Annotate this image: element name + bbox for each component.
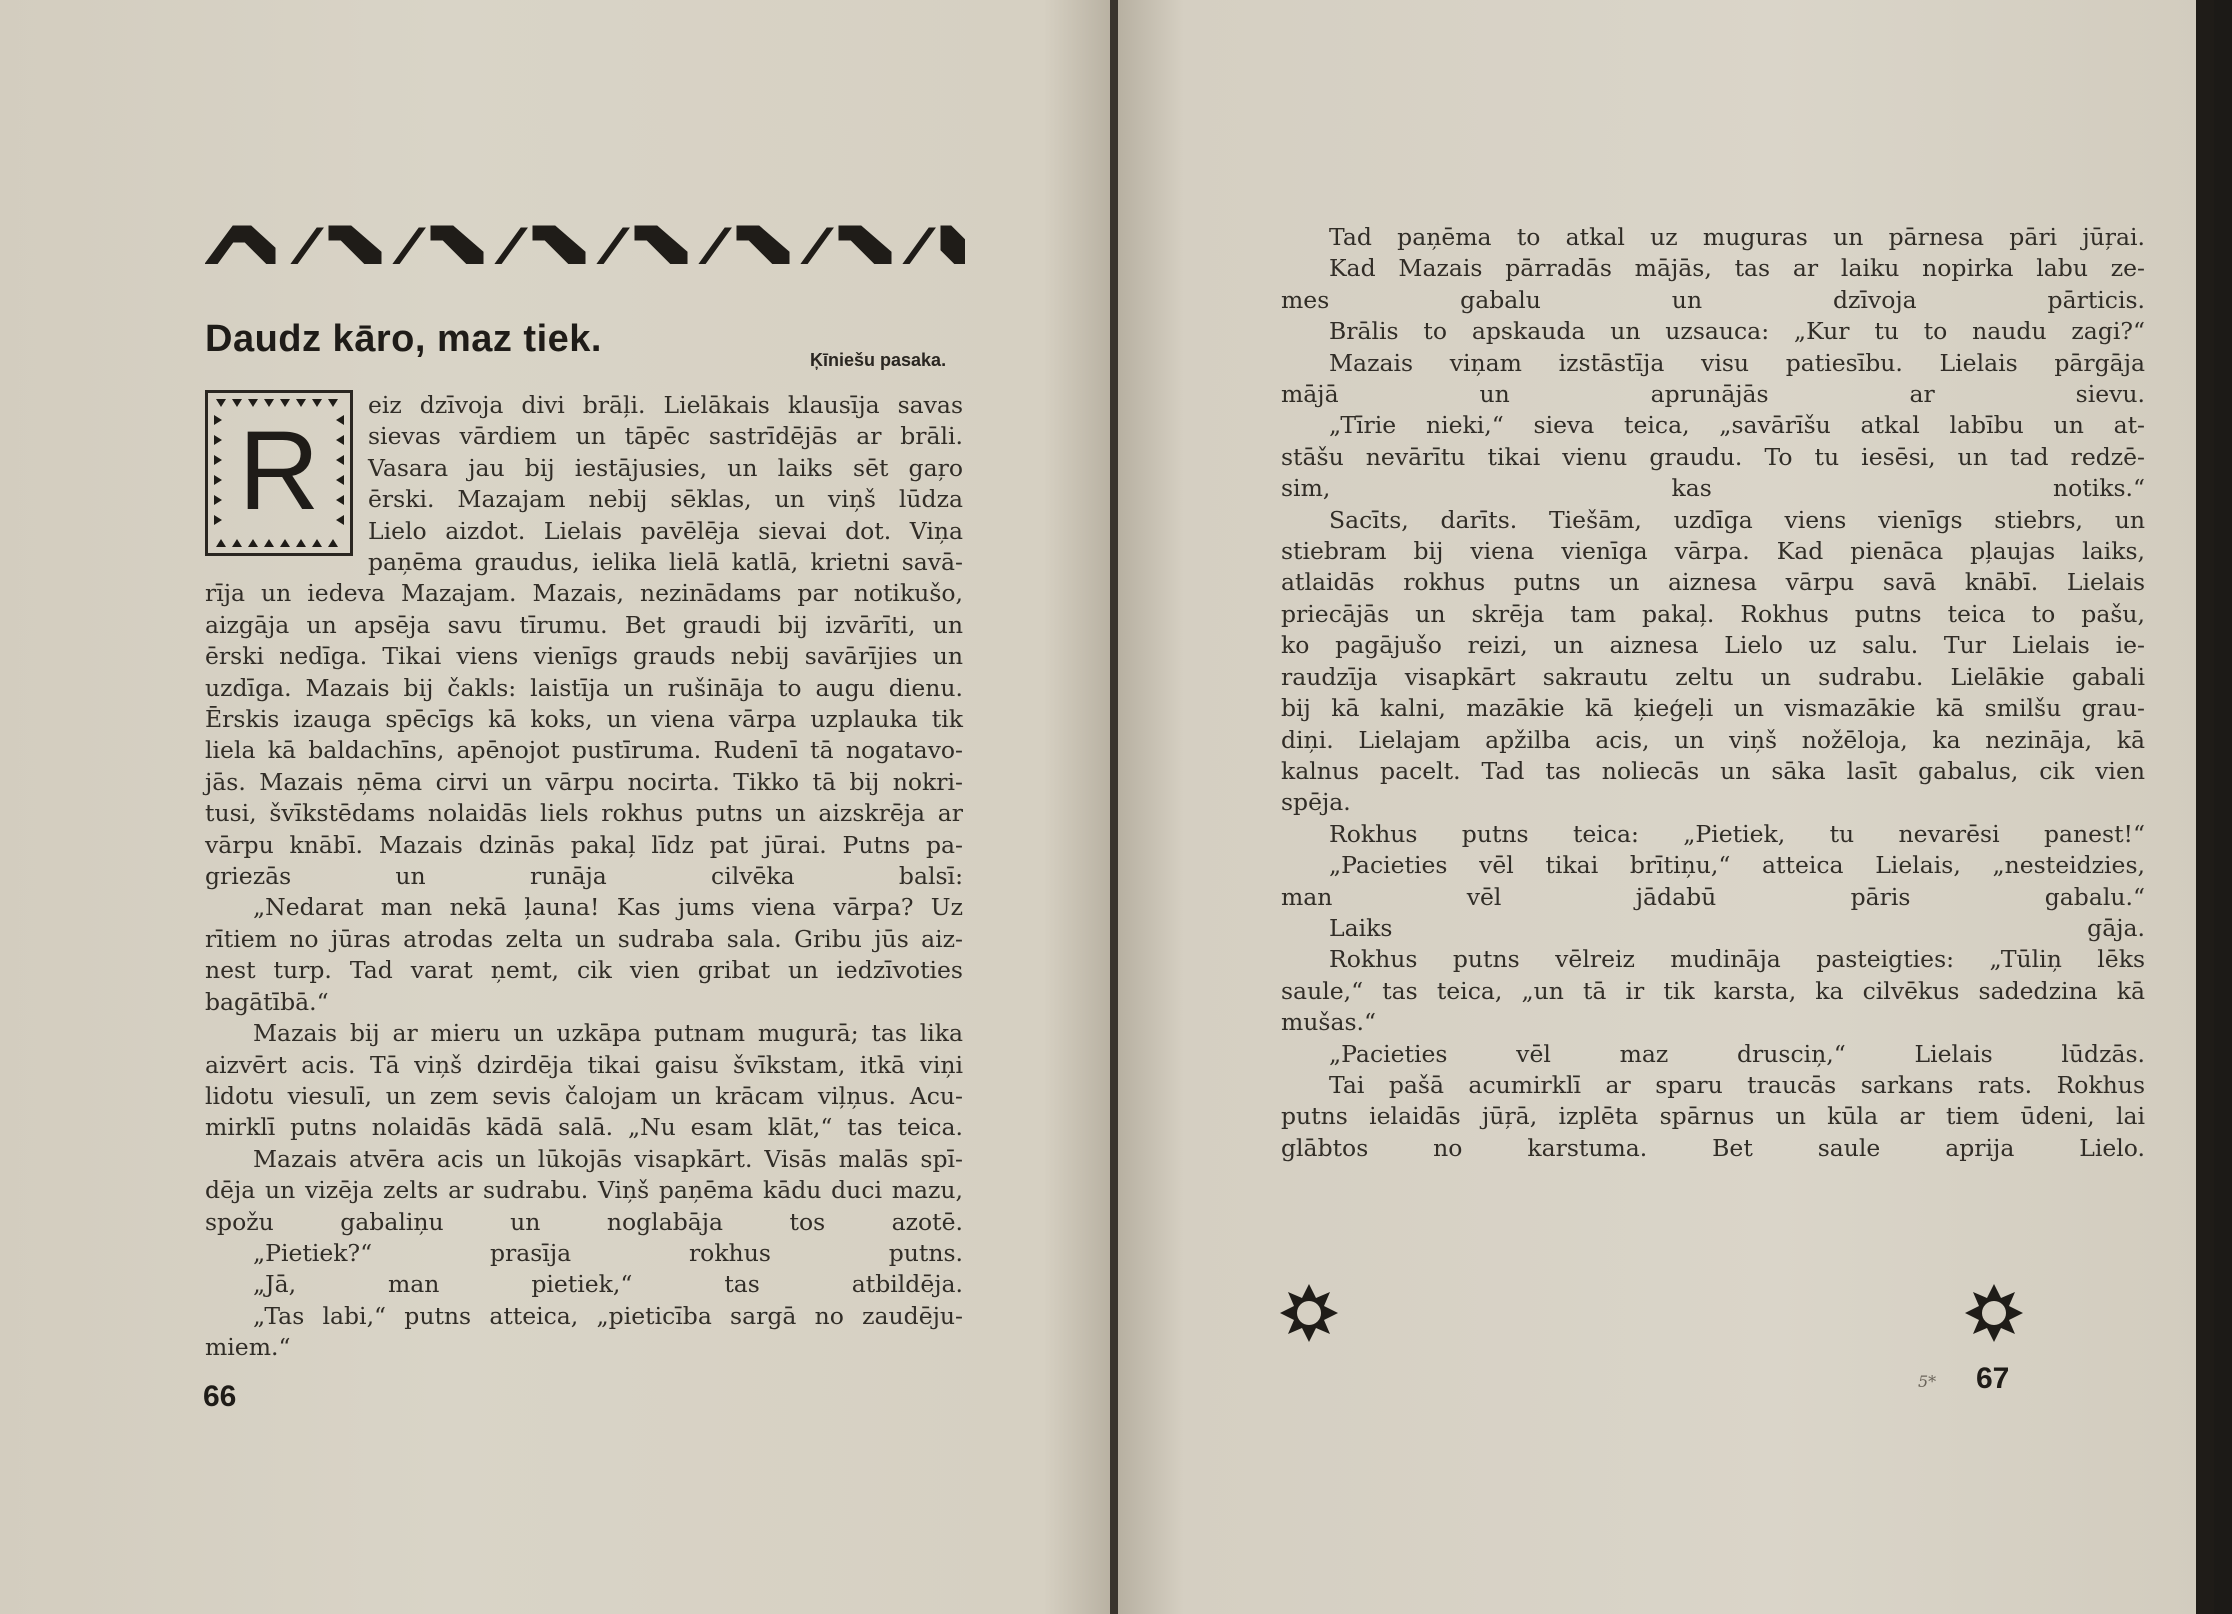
dropcap-box xyxy=(205,390,353,556)
text-line: lidotu viesulī, un zem sevis čalojam un krācam viļņus. Acu- xyxy=(205,1081,963,1110)
right-page xyxy=(1118,0,2214,1614)
text-line: rīja un iedeva Mazajam. Mazais, nezinādams par notikušo, xyxy=(205,579,963,608)
text-line: dēja un vizēja zelts ar sudrabu. Viņš paņēma kādu duci mazu, xyxy=(205,1176,963,1205)
story-subtitle: Ķīniešu pasaka. xyxy=(810,350,947,370)
text-line: „Pietiek?“ prasīja rokhus putns. xyxy=(253,1238,963,1267)
text-line: sim, kas notiks.“ xyxy=(1281,474,2145,503)
text-line: saule,“ tas teica, „un tā ir tik karsta, ka cilvēkus sadedzina kā xyxy=(1281,976,2145,1005)
zigzag-ornament-icon xyxy=(205,222,965,264)
text-line: priecājās un skrēja tam pakaļ. Rokhus putns teica to pašu, xyxy=(1281,599,2145,628)
text-line: jās. Mazais ņēma cirvi un vārpu nocirta. Tikko tā bij nokri- xyxy=(205,767,963,796)
text-line: diņi. Lielajam apžilba acis, un viņš nožēloja, ka nezināja, kā xyxy=(1281,725,2145,754)
text-line: Rokhus putns vēlreiz mudināja pasteigties: „Tūliņ lēks xyxy=(1329,945,2145,974)
text-line: Brālis to apskauda un uzsauca: „Kur tu to naudu zagi?“ xyxy=(1329,317,2145,346)
text-line: paņēma graudus, ielika lielā katlā, krietni savā- xyxy=(368,548,963,576)
text-line: Tad paņēma to atkal uz muguras un pārnesa pāri jūŗai. xyxy=(1329,223,2145,251)
text-line: Vasara jau bij iestājusies, un laiks sēt gaŗo xyxy=(368,453,963,482)
text-line: rītiem no jūras atrodas zelta un sudraba sala. Gribu jūs aiz- xyxy=(205,924,963,953)
text-line: Tai pašā acumirklī ar sparu traucās sarkans rats. Rokhus xyxy=(1329,1070,2145,1099)
text-line: bagātībā.“ xyxy=(205,987,329,1016)
text-line: mušas.“ xyxy=(1281,1008,1377,1037)
dropcap-paragraph xyxy=(368,390,963,547)
text-line: spožu gabaliņu un noglabāja tos azotē. xyxy=(205,1207,963,1236)
text-line: „Tas labi,“ putns atteica, „pieticība sargā no zaudēju- xyxy=(253,1301,963,1330)
page-number-left: 66 xyxy=(203,1380,237,1413)
text-line: Mazais atvēra acis un lūkojās visapkārt. Visās malās spī- xyxy=(253,1144,963,1173)
left-body-text xyxy=(205,547,963,1364)
text-line: „Nedarat man nekā ļauna! Kas jums viena vārpa? Uz xyxy=(253,893,963,922)
text-line: miem.“ xyxy=(205,1333,291,1362)
text-line: Mazais viņam izstāstīja visu patiesību. Lielais pārgāja xyxy=(1329,348,2145,377)
book-gutter xyxy=(1110,0,1118,1614)
text-line: putns ielaidās jūŗā, izplēta spārnus un kūla ar tiem ūdeni, lai xyxy=(1281,1102,2145,1131)
text-line: tusi, švīkstēdams nolaidās liels rokhus putns un aizskrēja ar xyxy=(205,799,963,828)
text-line: „Pacieties vēl tikai brītiņu,“ atteica Lielais, „nesteidzies, xyxy=(1329,851,2145,880)
right-body-text xyxy=(1281,222,2145,1164)
text-line: stiebram bij viena vienīga vārpa. Kad pienāca pļaujas laiks, xyxy=(1281,537,2145,566)
text-line: atlaidās rokhus putns un aiznesa vārpu savā knābī. Lielais xyxy=(1281,568,2145,597)
page-edge xyxy=(2196,0,2214,1614)
text-line: Laiks gāja. xyxy=(1329,913,2145,942)
text-line: Rokhus putns teica: „Pietiek, tu nevarēsi panest!“ xyxy=(1329,819,2145,848)
left-page xyxy=(0,0,1110,1614)
text-line: nest turp. Tad varat ņemt, cik vien gribat un iedzīvoties xyxy=(205,956,963,985)
signature-mark: 5* xyxy=(1918,1372,1937,1391)
dropcap-letter: R xyxy=(238,408,320,533)
text-line: raudzīja visapkārt sakrautu zeltu un sudrabu. Lielākie gabali xyxy=(1281,662,2145,691)
page-number-right: 67 xyxy=(1976,1362,2010,1395)
text-line: mes gabalu un dzīvoja pārticis. xyxy=(1281,285,2145,314)
text-line: Ērskis izauga spēcīgs kā koks, un viena vārpa uzplauka tik xyxy=(205,705,963,734)
text-line: mirklī putns nolaidās kādā salā. „Nu esam klāt,“ tas teica. xyxy=(205,1113,963,1142)
story-title: Daudz kāro, maz tiek. xyxy=(205,318,602,360)
text-line: Mazais bij ar mieru un uzkāpa putnam mugurā; tas lika xyxy=(253,1019,963,1048)
text-line: „Pacieties vēl maz drusciņ,“ Lielais lūdzās. xyxy=(1329,1039,2145,1068)
text-line: Kad Mazais pārradās mājās, tas ar laiku nopirka labu ze- xyxy=(1329,254,2145,283)
text-line: uzdīga. Mazais bij čakls: laistīja un rušināja to augu dienu. xyxy=(205,673,963,702)
text-line: „Tīrie nieki,“ sieva teica, „savārīšu atkal labību un at- xyxy=(1329,411,2145,440)
star-icon xyxy=(1963,1282,2025,1344)
text-line: stāšu nevārītu tikai vienu graudu. To tu iesēsi, un tad redzē- xyxy=(1281,442,2145,471)
text-line: ko pagājušo reizi, un aiznesa Lielo uz salu. Tur Lielais ie- xyxy=(1281,631,2145,660)
text-line: aizgāja un apsēja savu tīrumu. Bet graudi bij izvārīti, un xyxy=(205,610,963,639)
text-line: sievas vārdiem un tāpēc sastrīdējās ar brāli. xyxy=(368,422,963,451)
text-line: glābtos no karstuma. Bet saule aprija Lielo. xyxy=(1281,1133,2145,1162)
text-line: mājā un aprunājās ar sievu. xyxy=(1281,380,2145,409)
text-line: kalnus pacelt. Tad tas noliecās un sāka lasīt gabalus, cik vien xyxy=(1281,756,2145,785)
text-line: spēja. xyxy=(1281,788,1351,817)
text-line: ērski nedīga. Tikai viens vienīgs grauds nebij savārījies un xyxy=(205,642,963,671)
text-line: ērski. Mazajam nebij sēklas, un viņš lūdza xyxy=(368,485,963,514)
text-line: man vēl jādabū pāris gabalu.“ xyxy=(1281,882,2145,911)
star-icon xyxy=(1278,1282,1340,1344)
text-line: vārpu knābī. Mazais dzinās pakaļ līdz pat jūrai. Putns pa- xyxy=(205,830,963,859)
text-line: griezās un runāja cilvēka balsī: xyxy=(205,862,963,891)
text-line: aizvērt acis. Tā viņš dzirdēja tikai gaisu švīkstam, itkā viņi xyxy=(205,1050,963,1079)
text-line: Sacīts, darīts. Tiešām, uzdīga viens vienīgs stiebrs, un xyxy=(1329,505,2145,534)
text-line: „Jā, man pietiek,“ tas atbildēja. xyxy=(253,1270,963,1299)
text-line: liela kā baldachīns, apēnojot pustīruma. Rudenī tā nogatavo- xyxy=(205,736,963,765)
text-line: Lielo aizdot. Lielais pavēlēja sievai dot. Viņa xyxy=(368,516,963,545)
text-line: eiz dzīvoja divi brāļi. Lielākais klausīja savas xyxy=(368,391,963,419)
text-line: bij kā kalni, mazākie kā ķieģeļi un vismazākie kā smilšu grau- xyxy=(1281,694,2145,723)
